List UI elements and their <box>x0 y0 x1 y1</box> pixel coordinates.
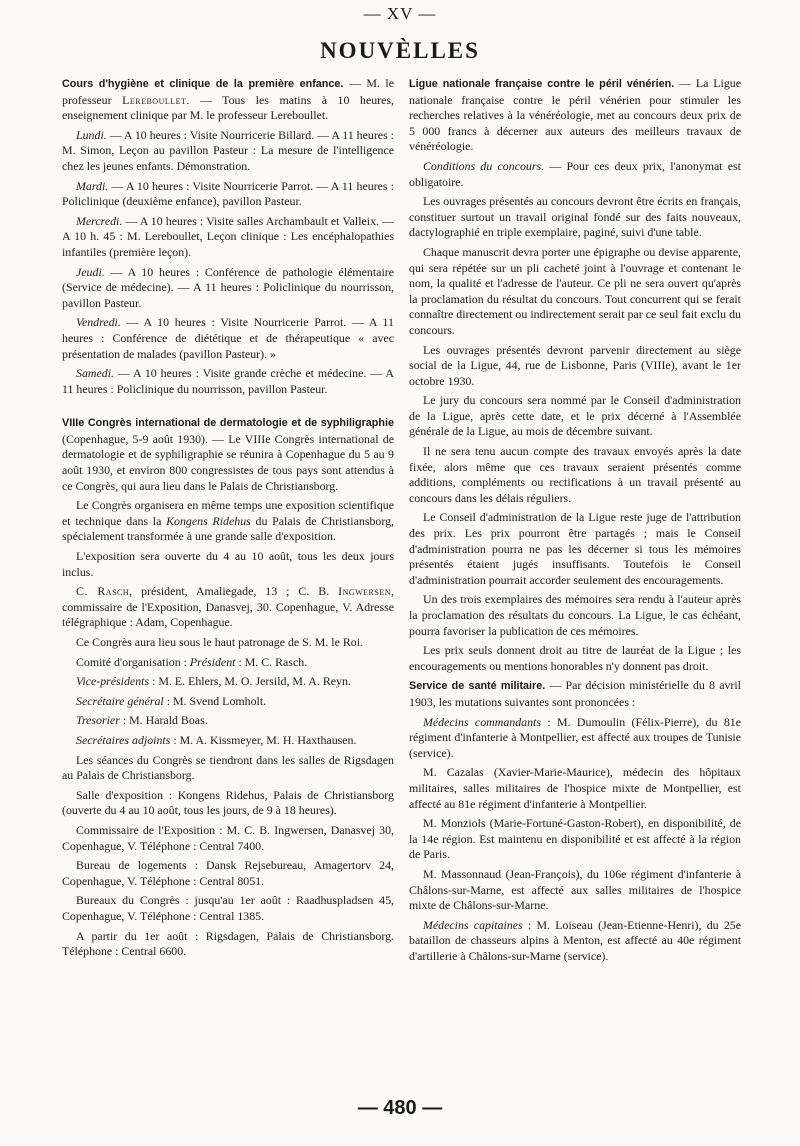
comite-vice-presidents: Vice-présidents : M. E. Ehlers, M. O. Jersild, M. A. Reyn. <box>76 674 351 689</box>
schedule-mardi: Mardi. — A 10 heures : Visite Nourricerie Parrot. — A 11 heures : Policlinique (deuxième enfance), pavillon Pasteur. <box>62 178 394 209</box>
ligue-exemplaires: Un des trois exemplaires des mémoires sera rendu à l'auteur après la proclamation des résultats du concours. La Ligue, le cas échéant, pourra favoriser la publication de ces mémoires. <box>409 592 741 638</box>
congress-exposition: Le Congrès organisera en même temps une exposition scientifique et technique dans la Kongens Ridehus du Palais de Christiansborg, spécialement transformée à une grande salle d'exposition. <box>62 498 395 544</box>
page-number: — 480 — <box>357 1097 443 1119</box>
ligue-conditions: Conditions du concours. — Pour ces deux prix, l'anonymat est obligatoire. <box>409 158 741 189</box>
schedule-samedi: Samedi. — A 10 heures : Visite grande crèche et médecine. — A 11 heures : Policlinique du nourrisson, pavillon Pasteur. <box>62 366 394 396</box>
comite-president: Comité d'organisation : Président : M. C. Rasch. <box>76 654 308 669</box>
sante-medecins-commandants: Médecins commandants : M. Dumoulin (Félix-Pierre), du 81e régiment d'infanterie à Montpellier, est affecté aux troupes de Tunisie (service). <box>409 714 741 760</box>
hygiene-heading: Cours d'hygiène et clinique de la première enfance. <box>62 78 344 90</box>
congress-intro: VIIIe Congrès international de dermatologie et de syphiligraphie (Copenhague, 5-9 août 1930). — Le VIIIe Congrès international de dermatologie et de syphiligraphie se réunira à Copenhague du 5 au 9 août 1930, et environ 800 congressistes de tous pays sont attendus à ce Congrès, qui aura lieu dans le Palais de Christiansborg. <box>62 417 394 493</box>
comite-tresorier: Tresorier : M. Harald Boas. <box>76 713 208 728</box>
congress-salle: Salle d'exposition : Kongens Ridehus, Palais de Christiansborg (ouverte du 4 au 10 août, tous les jours, de 9 à 18 heures). <box>62 787 394 818</box>
congress-a-partir: A partir du 1er août : Rigsdagen, Palais de Christiansborg. Téléphone : Central 6600. <box>62 928 394 959</box>
sante-heading: Service de santé militaire. <box>409 680 546 693</box>
hygiene-intro: Cours d'hygiène et clinique de la première enfance. — M. le professeur Lereboullet. — Tous les matins à 10 heures, enseignement clinique par M. le professeur Lereboullet. <box>62 76 395 123</box>
schedule-jeudi: Jeudi. — A 10 heures : Conférence de pathologie élémentaire (Service de médecine). — A 11 heures : Policlinique du nourrisson, pavillon Pasteur. <box>62 264 394 310</box>
comite-secretaire-general: Secrétaire général : M. Svend Lomholt. <box>76 693 267 708</box>
congress-seances: Les séances du Congrès se tiendront dans les salles de Rigsdagen au Palais de Christiansborg. <box>62 752 394 783</box>
ligue-intro: Ligue nationale française contre le péril vénérien. — La Ligue nationale française contre le péril vénérien pour stimuler les recherches relatives à la vénéréologie, met au concours deux prix de 5 000 francs à décerner aux auteurs des meilleurs travaux de vénéréologie. <box>409 76 742 154</box>
right-column <box>409 76 741 968</box>
schedule-mercredi: Mercredi. — A 10 heures : Visite salles Archambault et Valleix. — A 10 h. 45 : M. Lereboullet, Leçon clinique : Les encéphalopathies infantiles (première leçon). <box>62 213 394 259</box>
page-number-roman: — XV — <box>363 4 437 23</box>
congress-dates: L'exposition sera ouverte du 4 au 10 août, tous les deux jours inclus. <box>62 549 394 579</box>
ligue-ouvrages: Les ouvrages présentés au concours devront être écrits en français, constituer surtout un travail original fondé sur des faits nouveaux, dactylographié en triple exemplaire, paginé, suivi d'une table. <box>409 194 741 240</box>
congress-patronage: Ce Congrès aura lieu sous le haut patronage de S. M. le Roi. <box>76 635 363 649</box>
page-title: NOUVÈLLES <box>320 38 480 63</box>
ligue-heading: Ligue nationale française contre le péril vénérien. <box>409 78 675 90</box>
congress-bureaux: Bureaux du Congrès : jusqu'au 1er août : Raadhuspladsen 45, Copenhague, V. Téléphone : Central 1385. <box>62 893 394 923</box>
schedule-vendredi: Vendredi. — A 10 heures : Visite Nourricerie Parrot. — A 11 heures : Conférence de diététique et de thérapeutique « avec présentation de malades (pavillon Pasteur). » <box>62 315 394 361</box>
ligue-parvenir: Les ouvrages présentés devront parvenir directement au siège social de la Ligue, 44, rue de Lisbonne, Paris (VIIIe), avant le 1er octobre 1930. <box>409 342 741 388</box>
ligue-compte: Il ne sera tenu aucun compte des travaux envoyés après la date fixée, alors même que ces travaux seraient présentés comme additions, compléments ou rectifications à un travail présenté au concours dans les délais réguliers. <box>409 444 741 505</box>
congress-commissaire: Commissaire de l'Exposition : M. C. B. Ingwersen, Danasvej 30, Copenhague, V. Téléphone : Central 7400. <box>62 822 394 853</box>
ligue-manuscrit: Chaque manuscrit devra porter une épigraphe ou devise apparente, qui sera répétée sur un pli cacheté joint à l'ouvrage et contenant le nom, la qualité et l'adresse de l'auteur. Ce pli ne sera ouvert qu'après la proclamation du résultat du concours. Tout concurrent qui se ferait connaître directement ou indirectement serait par ce seul fait exclu du concours. <box>409 244 741 337</box>
ligue-conseil: Le Conseil d'administration de la Ligue reste juge de l'attribution des prix. Les prix pourront être partagés ; mais le Conseil d'administration pourra ne pas les décerner si tous les mémoires présentés étaient jugés insuffisants. Toutefois le Conseil d'administration pourrait accorder seulement des encouragements. <box>409 510 741 587</box>
sante-medecins-capitaines: Médecins capitaines : M. Loiseau (Jean-Etienne-Henri), du 25e bataillon de chasseurs alpins à Menton, est affecté au 40e régiment d'artillerie à Châlons-sur-Marne (service). <box>409 917 741 963</box>
ligue-jury: Le jury du concours sera nommé par le Conseil d'administration de la Ligue, après cette date, et le prix décerné à l'Assemblée générale de la Ligue, au mois de décembre suivant. <box>409 393 741 439</box>
sante-intro: Service de santé militaire. — Par décision ministérielle du 8 avril 1903, les mutations suivantes sont prononcées : <box>409 678 741 709</box>
sante-monziols: M. Monziols (Marie-Fortuné-Gaston-Robert), en disponibilité, de la 14e région. Est maintenu en disponibilité et est affecté à la région de Paris. <box>409 816 741 862</box>
congress-contacts: C. Rasch, président, Amaliegade, 13 ; C. B. Ingwersen, commissaire de l'Exposition, Danasvej, 30. Copenhague, V. Adresse télégraphique : Adam, Copenhague. <box>62 584 394 630</box>
congress-bureau-logements: Bureau de logements : Dansk Rejsebureau, Amagertorv 24, Copenhague, V. Téléphone : Central 8051. <box>62 858 394 888</box>
sante-cazalas: M. Cazalas (Xavier-Marie-Maurice), médecin des hôpitaux militaires, salles militaires de l'hospice mixte de Montpellier, est affecté au 81e régiment d'infanterie à Montpellier. <box>409 765 741 811</box>
comite-secretaires-adjoints: Secrétaires adjoints : M. A. Kissmeyer, M. H. Haxthausen. <box>76 732 357 747</box>
sante-massonnaud: M. Massonnaud (Jean-François), du 106e régiment d'infanterie à Châlons-sur-Marne, est affecté aux salles militaires de l'hospice mixte de Châlons-sur-Marne. <box>409 866 741 913</box>
congress-heading: VIIIe Congrès international de dermatologie et de syphiligraphie <box>62 417 394 430</box>
ligue-prix: Les prix seuls donnent droit au titre de lauréat de la Ligue ; les encouragements ou mentions honorables n'y donnent pas droit. <box>409 643 741 673</box>
left-column <box>62 76 394 964</box>
schedule-lundi: Lundi. — A 10 heures : Visite Nourricerie Billard. — A 11 heures : M. Simon, Leçon au pavillon Pasteur : La mesure de l'intelligence chez les jeunes enfants. Démonstration. <box>62 127 394 173</box>
